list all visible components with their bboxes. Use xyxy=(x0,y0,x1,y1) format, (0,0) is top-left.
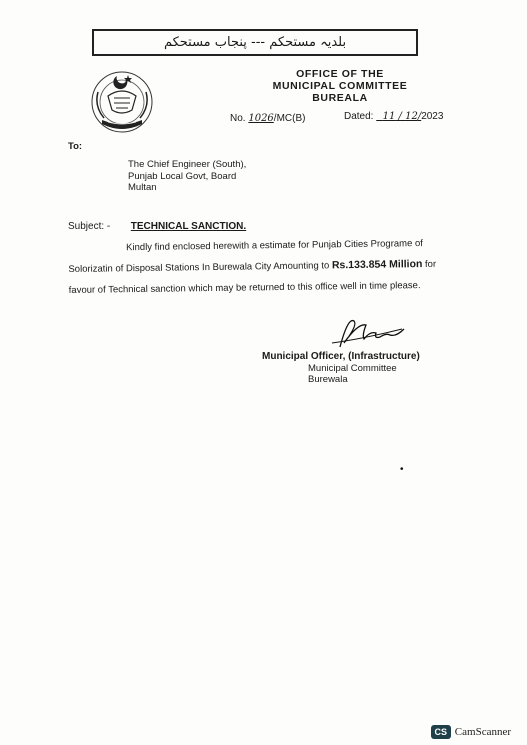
office-heading xyxy=(250,68,430,104)
ref-no-value: 1026 xyxy=(248,113,274,124)
urdu-banner xyxy=(92,29,418,56)
camscanner-watermark xyxy=(431,725,511,739)
to-label: To: xyxy=(68,141,83,152)
date-line: Dated: 11 / 12/2023 xyxy=(344,111,444,122)
office-line: OFFICE OF THE xyxy=(296,68,384,80)
office-line: BUREALA xyxy=(312,92,368,104)
signatory-committee: Municipal Committee xyxy=(308,362,397,374)
camscanner-label: CamScanner xyxy=(454,726,511,738)
subject-line xyxy=(68,221,246,232)
address-line: Multan xyxy=(128,182,157,193)
address-line: Punjab Local Govt, Board xyxy=(128,170,237,182)
office-line: MUNICIPAL COMMITTEE xyxy=(272,80,408,92)
urdu-banner-text: بلدیہ مستحکم --- پنجاب مستحکم xyxy=(163,35,347,50)
reference-number xyxy=(230,113,305,124)
subject-title: TECHNICAL SANCTION. xyxy=(130,221,247,232)
dot-mark: • xyxy=(400,464,404,475)
body-text-1: Kindly find enclosed herewith a estimate for Punjab Cities Programe of Solorizatin of Disposal Stations In Burewala City Amounting to xyxy=(68,238,423,275)
ref-no-suffix: /MC(B) xyxy=(273,113,306,124)
body-text-2: for favour of Technical sanction which may be returned to this office well in time please. xyxy=(68,258,437,296)
date-day: 11 xyxy=(382,111,396,122)
date-year: 2023 xyxy=(421,111,444,122)
dated-label: Dated: xyxy=(344,111,374,122)
ref-no-label: No. xyxy=(230,113,246,124)
handwritten-signature xyxy=(322,313,418,355)
body-amount: Rs.133.854 Million xyxy=(331,258,423,272)
signatory-city: Burewala xyxy=(308,374,348,385)
signature-block xyxy=(262,351,420,386)
subject-label: Subject: - xyxy=(68,221,111,232)
date-month: 12 xyxy=(405,111,418,122)
recipient-address xyxy=(128,159,246,194)
letter-body xyxy=(68,233,449,301)
signatory-title: Municipal Officer, (Infrastructure) xyxy=(262,351,420,362)
municipal-emblem-icon xyxy=(86,66,158,138)
camscanner-logo-icon: CS xyxy=(431,725,451,739)
address-line: The Chief Engineer (South), xyxy=(128,159,247,170)
